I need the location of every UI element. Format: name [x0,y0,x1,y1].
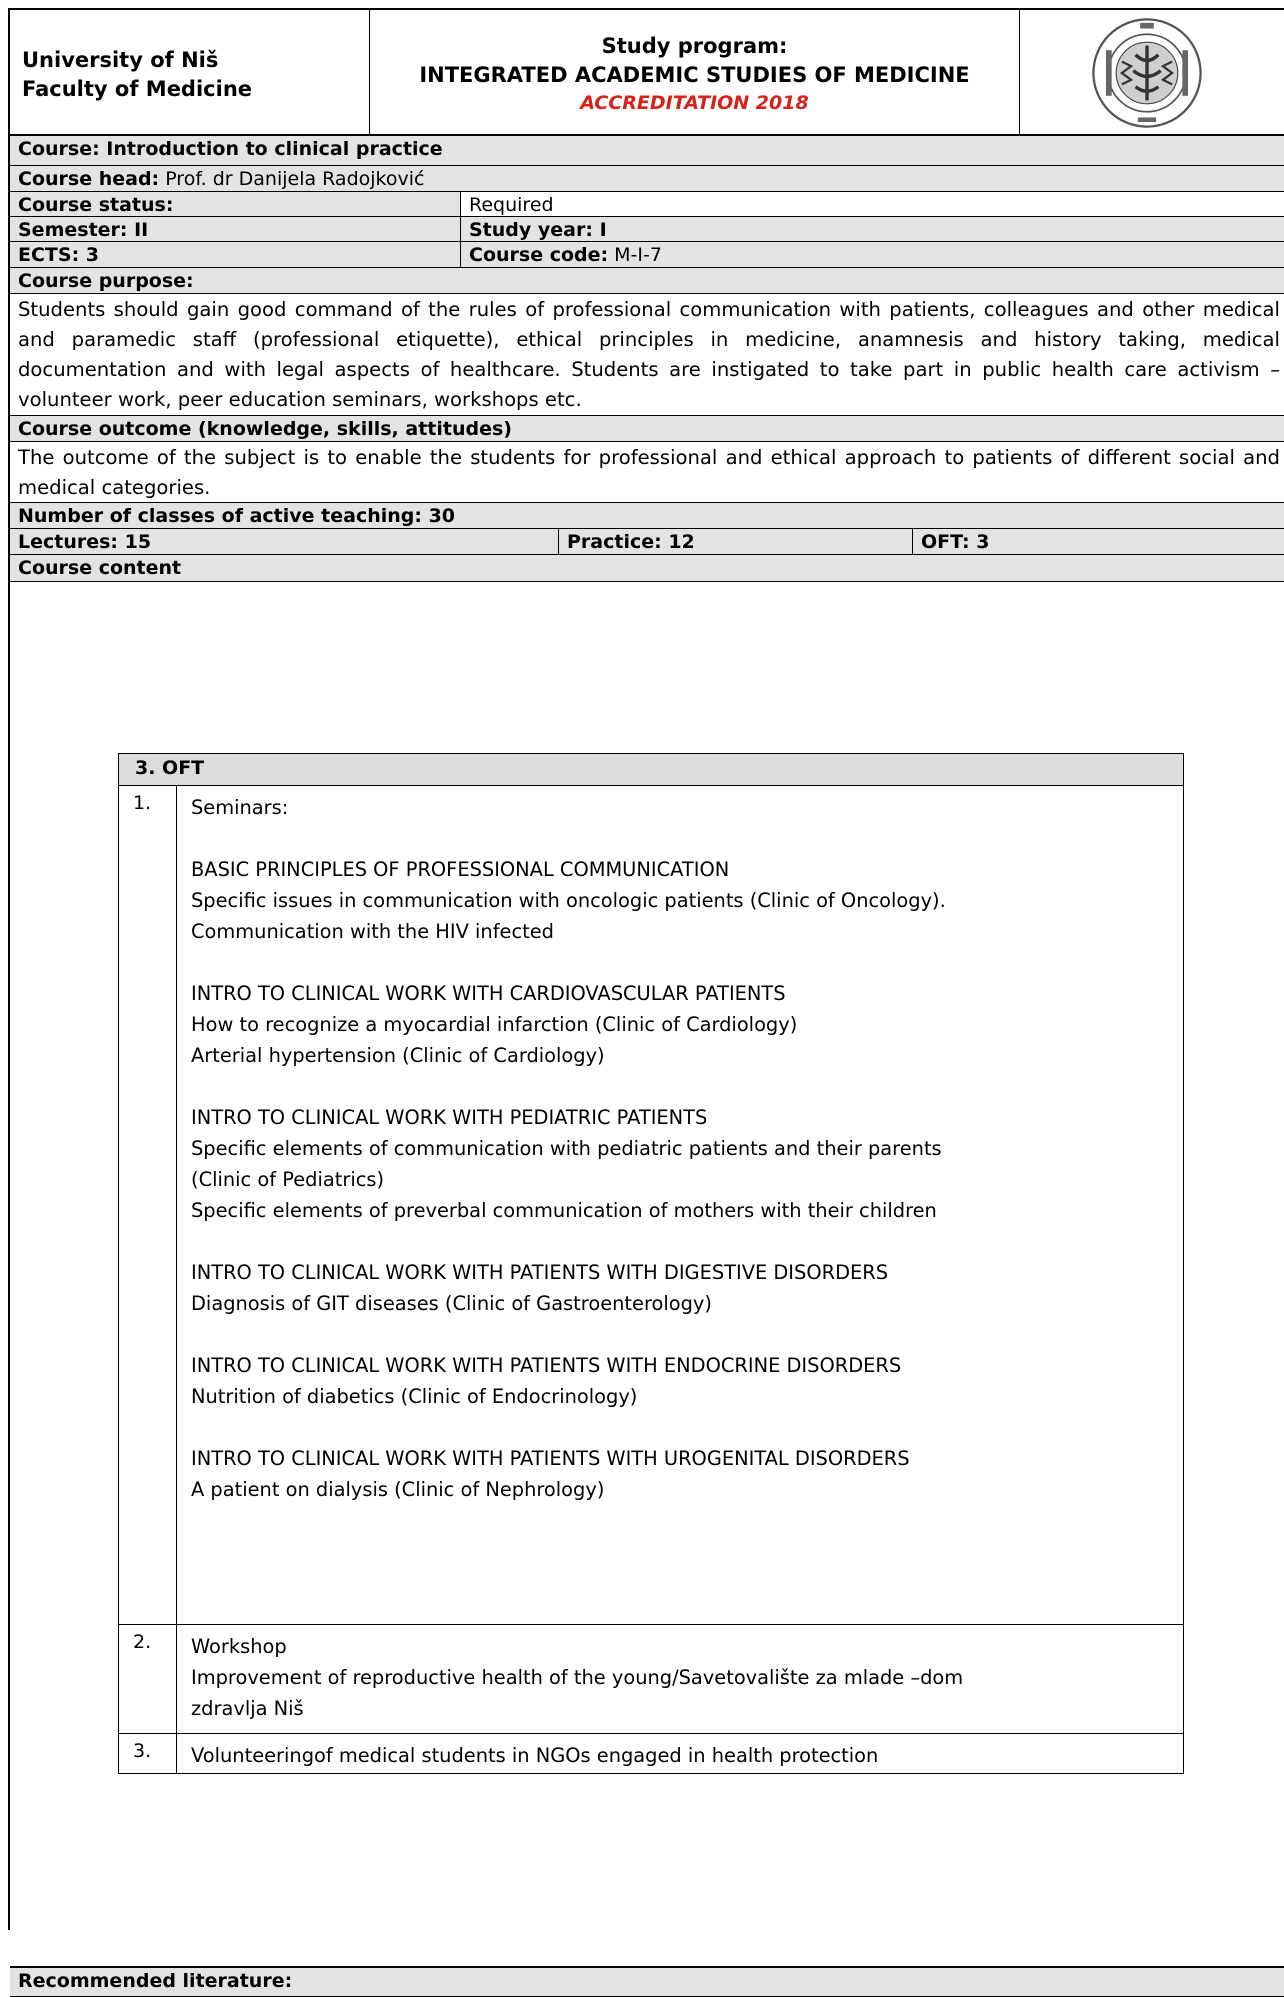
seal-cell [1020,10,1284,134]
faculty-seal-icon [1090,16,1204,130]
outcome-label-row [10,416,1284,442]
course-head-value: Prof. dr Danijela Radojković [165,168,425,190]
classes-row [10,503,1284,529]
purpose-label: Course purpose: [18,270,194,292]
program-name: INTEGRATED ACADEMIC STUDIES OF MEDICINE [419,63,970,87]
course-title-row [10,136,1284,166]
course-status-label: Course status: [10,192,460,216]
purpose-text: Students should gain good command of the rules of professional communication with patients, colleagues and other medical and paramedic staff (professional etiquette), ethical principles in medicine, anamnesis and history taking, medical documentation and with legal aspects of healthcare. Students are instigated to take part in public health care activism – volunteer work, peer education seminars, workshops etc. [18,298,1280,411]
oft-table-heading: 3. OFT [119,754,1183,786]
purpose-label-row [10,268,1284,294]
oft-row-number: 3. [119,1734,177,1774]
course-status-value: Required [460,192,1284,216]
outcome-text: The outcome of the subject is to enable the students for professional and ethical approach to patients of different social and medical categories. [18,446,1280,499]
document-header [10,10,1284,136]
class-breakdown-row [10,529,1284,555]
oft-row-seminars [119,786,1183,1625]
semester-row [10,217,1284,242]
oft-row-volunteering [119,1734,1183,1774]
practice-label: Practice: 12 [558,529,912,554]
study-year-label: Study year: I [460,217,1284,241]
purpose-text-row [10,294,1284,416]
faculty-name: Faculty of Medicine [22,77,253,101]
course-head-row [10,166,1284,192]
oft-table [118,753,1184,1774]
course-status-row [10,192,1284,217]
program-label: Study program: [601,34,788,58]
course-code-label: Course code: [469,244,609,266]
outcome-text-row [10,442,1284,503]
course-head-label: Course head: [18,168,160,190]
oft-row-number: 1. [119,786,177,1624]
classes-label: Number of classes of active teaching: 30 [18,505,456,527]
oft-row-workshop [119,1625,1183,1734]
oft-row-text: Volunteeringof medical students in NGOs engaged in health protection [191,1744,879,1767]
outcome-label: Course outcome (knowledge, skills, attitudes) [18,418,512,440]
oft-row-number: 2. [119,1625,177,1733]
accreditation-label: ACCREDITATION 2018 [580,92,809,114]
lectures-label: Lectures: 15 [18,531,152,553]
content-label-row [10,555,1284,582]
ects-row [10,242,1284,268]
course-code-value: M-I-7 [614,244,662,266]
institution-cell [10,10,370,134]
course-title: Course: Introduction to clinical practice [18,138,443,160]
university-name: University of Niš [22,48,219,72]
literature-label-row [10,1967,1284,1997]
course-content-label: Course content [18,557,182,579]
ects-label: ECTS: 3 [18,244,100,266]
semester-label: Semester: II [18,219,149,241]
oft-label: OFT: 3 [912,529,1284,554]
oft-row-text: Workshop Improvement of reproductive health of the young/Savetovalište za mlade –dom zdravlja Niš [191,1635,964,1720]
oft-row-text: Seminars: BASIC PRINCIPLES OF PROFESSIONAL COMMUNICATION Specific issues in communication with oncologic patients (Clinic of Oncology). Communication with the HIV infected INTRO TO CLINICAL WORK WITH CARDIOVASCULAR PATIENTS How to recognize a myocardial infarction (Clinic of Cardiology) Arterial hypertension (Clinic of Cardiology) INTRO TO CLINICAL WORK WITH PEDIATRIC PATIENTS Specific elements of communication with pediatric patients and their parents (Clinic of Pediatrics) Specific elements of preverbal communication of mothers with their children INTRO TO CLINICAL WORK WITH PATIENTS WITH DIGESTIVE DISORDERS Diagnosis of GIT diseases (Clinic of Gastroenterology) INTRO TO CLINICAL WORK WITH PATIENTS WITH ENDOCRINE DISORDERS Nutrition of diabetics (Clinic of Endocrinology) INTRO TO CLINICAL WORK WITH PATIENTS WITH UROGENITAL DISORDERS A patient on dialysis (Clinic of Nephrology) [191,796,946,1501]
program-cell [370,10,1020,134]
literature-label: Recommended literature: [18,1970,293,1992]
